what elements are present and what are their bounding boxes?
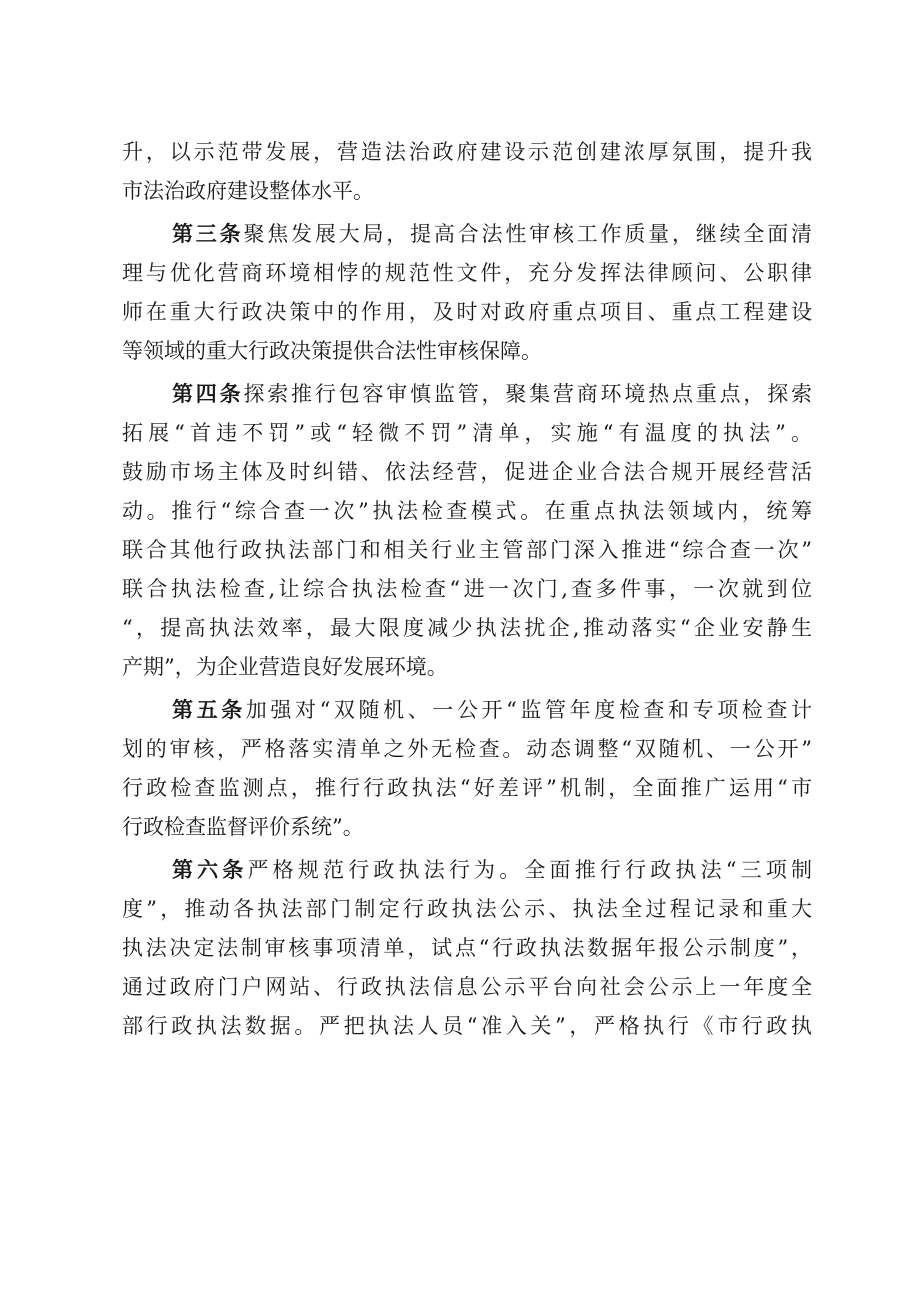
text-line: 鼓励市场主体及时纠错、依法经营，促进企业合法合规开展经营活 xyxy=(122,460,812,484)
text-line: 产期”，为企业营造良好发展环境。 xyxy=(122,655,448,679)
paragraph-article-5 xyxy=(122,691,812,847)
text-line: 执法决定法制审核事项清单，试点“行政执法数据年报公示制度”， xyxy=(122,936,812,960)
text-line: 行政检查监测点，推行行政执法“好差评”机制，全面推广运用“市 xyxy=(122,776,812,800)
article-number: 第四条 xyxy=(172,382,244,406)
text-line: 划的审核，严格落实清单之外无检查。动态调整“双随机、一公开” xyxy=(122,737,812,761)
article-number: 第五条 xyxy=(172,698,246,722)
text-segment: 聚焦发展大局，提高合法性审核工作质量，继续全面清 xyxy=(243,222,813,246)
text-segment: 探索推行包容审慎监管，聚集营商环境热点重点，探索 xyxy=(243,382,813,406)
text-line: 升，以示范带发展，营造法治政府建设示范创建浓厚氛围，提升我 xyxy=(122,140,812,164)
text-line xyxy=(122,215,812,254)
text-line: 等领域的重大行政决策提供合法性审核保障。 xyxy=(122,339,542,363)
paragraph-continuation xyxy=(122,133,812,211)
text-line: 联合执法检查,让综合执法检查“进一次门,查多件事，一次就到位 xyxy=(122,577,812,601)
text-line: 联合其他行政执法部门和相关行业主管部门深入推进“综合查一次” xyxy=(122,538,812,562)
text-line: 理与优化营商环境相悖的规范性文件，充分发挥法律顾问、公职律 xyxy=(122,261,812,285)
text-line: “，提高执法效率，最大限度减少执法扰企,推动落实“企业安静生 xyxy=(122,616,812,640)
paragraph-article-6 xyxy=(122,851,812,1046)
text-line: 部行政执法数据。严把执法人员“准入关”，严格执行《市行政执 xyxy=(122,1014,812,1038)
article-number: 第三条 xyxy=(172,222,244,246)
text-segment: 严格规范行政执法行为。全面推行行政执法“三项制 xyxy=(247,858,813,882)
paragraph-article-4 xyxy=(122,375,812,687)
article-number: 第六条 xyxy=(172,858,248,882)
text-line: 拓展“首违不罚”或“轻微不罚”清单，实施“有温度的执法”。 xyxy=(122,421,812,445)
text-line: 市法治政府建设整体水平。 xyxy=(122,179,374,203)
text-line xyxy=(122,691,812,730)
paragraph-article-3 xyxy=(122,215,812,371)
text-line: 通过政府门户网站、行政执法信息公示平台向社会公示上一年度全 xyxy=(122,975,812,999)
text-line: 师在重大行政决策中的作用，及时对政府重点项目、重点工程建设 xyxy=(122,300,812,324)
text-line: 行政检查监督评价系统”。 xyxy=(122,815,364,839)
document-body xyxy=(122,133,812,1050)
text-line: 度”，推动各执法部门制定行政执法公示、执法全过程记录和重大 xyxy=(122,897,812,921)
text-line xyxy=(122,851,812,890)
text-line: 动。推行“综合查一次”执法检查模式。在重点执法领域内，统筹 xyxy=(122,499,812,523)
text-line xyxy=(122,375,812,414)
text-segment: 加强对“双随机、一公开“监管年度检查和专项检查计 xyxy=(245,698,812,722)
